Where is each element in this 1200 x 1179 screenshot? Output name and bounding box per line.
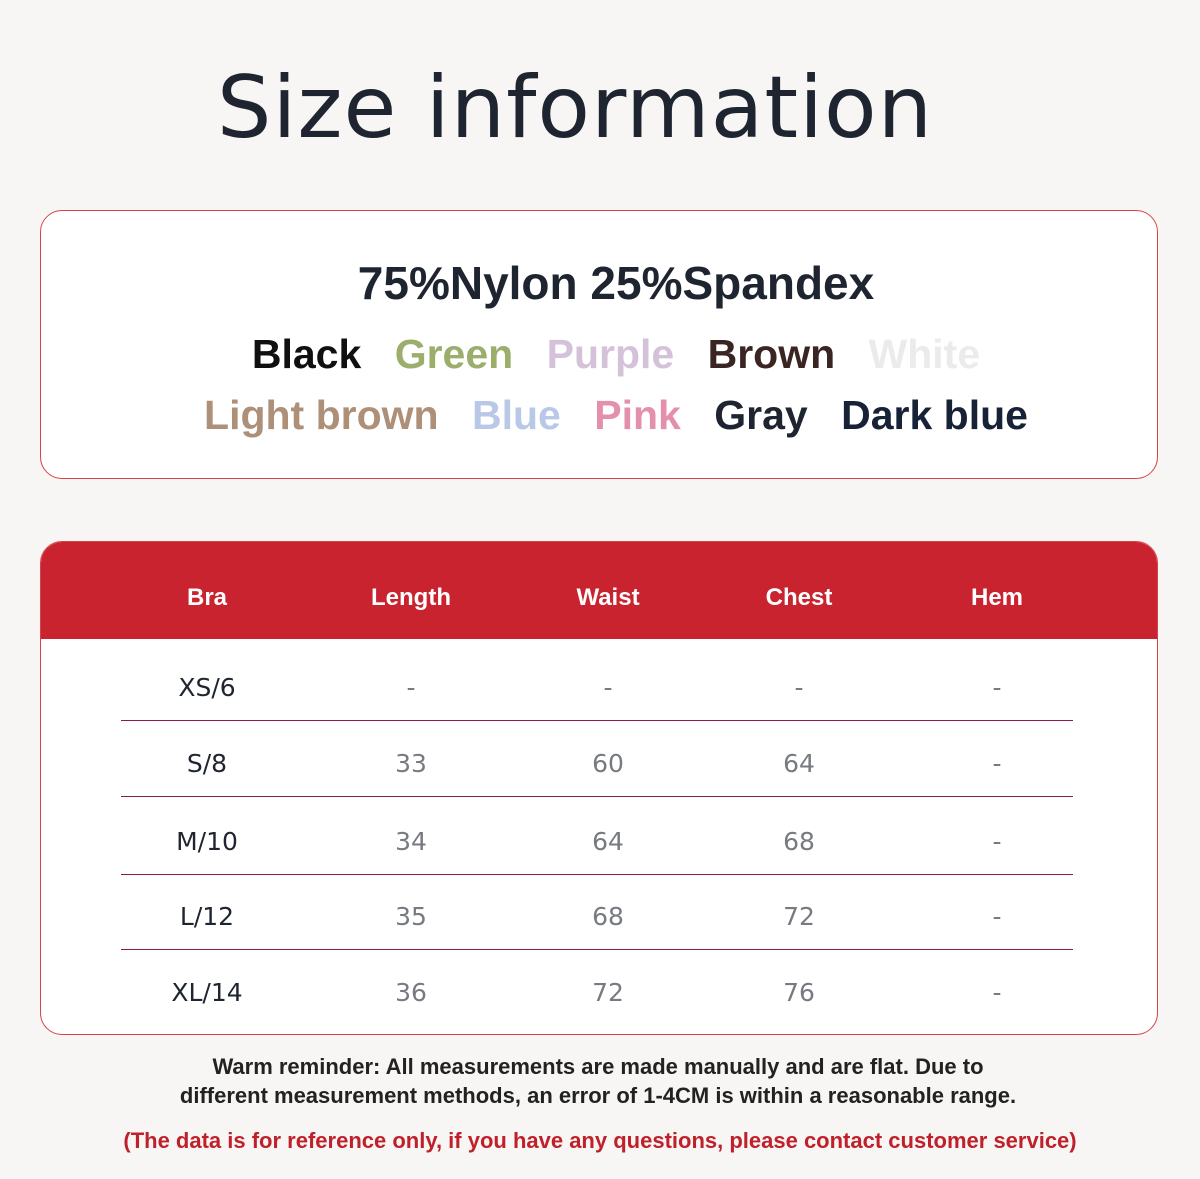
measurement-cell: - (603, 673, 613, 702)
measurement-cell: 68 (783, 827, 815, 856)
material-composition: 75%Nylon 25%Spandex (357, 257, 875, 309)
measurement-cell: 36 (395, 978, 427, 1007)
color-options-row-2 (41, 392, 1191, 439)
size-label: XL/14 (171, 978, 243, 1007)
table-row (41, 868, 1157, 944)
size-label: XS/6 (178, 673, 236, 702)
measurement-cell: 60 (592, 749, 624, 778)
color-name: White (868, 331, 981, 377)
color-name: Pink (594, 392, 681, 438)
measurement-cell: - (992, 673, 1002, 702)
table-row (41, 793, 1157, 869)
reminder-line-1: Warm reminder: All measurements are made manually and are flat. Due to (212, 1054, 984, 1079)
measurement-cell: 68 (592, 902, 624, 931)
measurement-cell: 72 (592, 978, 624, 1007)
size-table (40, 541, 1158, 1035)
column-header: Hem (970, 584, 1024, 611)
measurement-cell: 35 (395, 902, 427, 931)
table-header (41, 542, 1157, 639)
measurement-cell: - (992, 749, 1002, 778)
table-row (41, 715, 1157, 791)
column-header: Length (371, 584, 451, 611)
column-header: Bra (186, 584, 228, 611)
measurement-cell: - (992, 827, 1002, 856)
table-row (41, 639, 1157, 715)
measurement-cell: 33 (395, 749, 427, 778)
measurement-cell: - (406, 673, 416, 702)
measurement-cell: 64 (783, 749, 815, 778)
warm-reminder (0, 1052, 1196, 1110)
measurement-cell: 76 (783, 978, 815, 1007)
reminder-line-2: different measurement methods, an error of 1-4CM is within a reasonable range. (179, 1083, 1017, 1108)
measurement-cell: - (794, 673, 804, 702)
material-info-card (40, 210, 1158, 479)
measurement-cell: 34 (395, 827, 427, 856)
size-label: S/8 (186, 749, 228, 778)
column-header: Chest (765, 584, 833, 611)
page-title: Size information (216, 58, 934, 158)
size-label: M/10 (176, 827, 238, 856)
color-name: Gray (714, 392, 808, 438)
color-name: Black (251, 331, 362, 377)
color-name: Blue (472, 392, 561, 438)
measurement-cell: - (992, 978, 1002, 1007)
size-label: L/12 (179, 902, 235, 931)
table-row (41, 944, 1157, 1020)
measurement-cell: 64 (592, 827, 624, 856)
color-name: Purple (546, 331, 675, 377)
color-name: Dark blue (841, 392, 1028, 438)
color-name: Light brown (204, 392, 439, 438)
color-name: Green (394, 331, 514, 377)
measurement-cell: - (992, 902, 1002, 931)
color-options-row-1 (41, 331, 1191, 378)
reference-note: (The data is for reference only, if you have any questions, please contact customer service) (123, 1128, 1077, 1153)
measurement-cell: 72 (783, 902, 815, 931)
column-header: Waist (576, 584, 640, 611)
color-name: Brown (707, 331, 836, 377)
